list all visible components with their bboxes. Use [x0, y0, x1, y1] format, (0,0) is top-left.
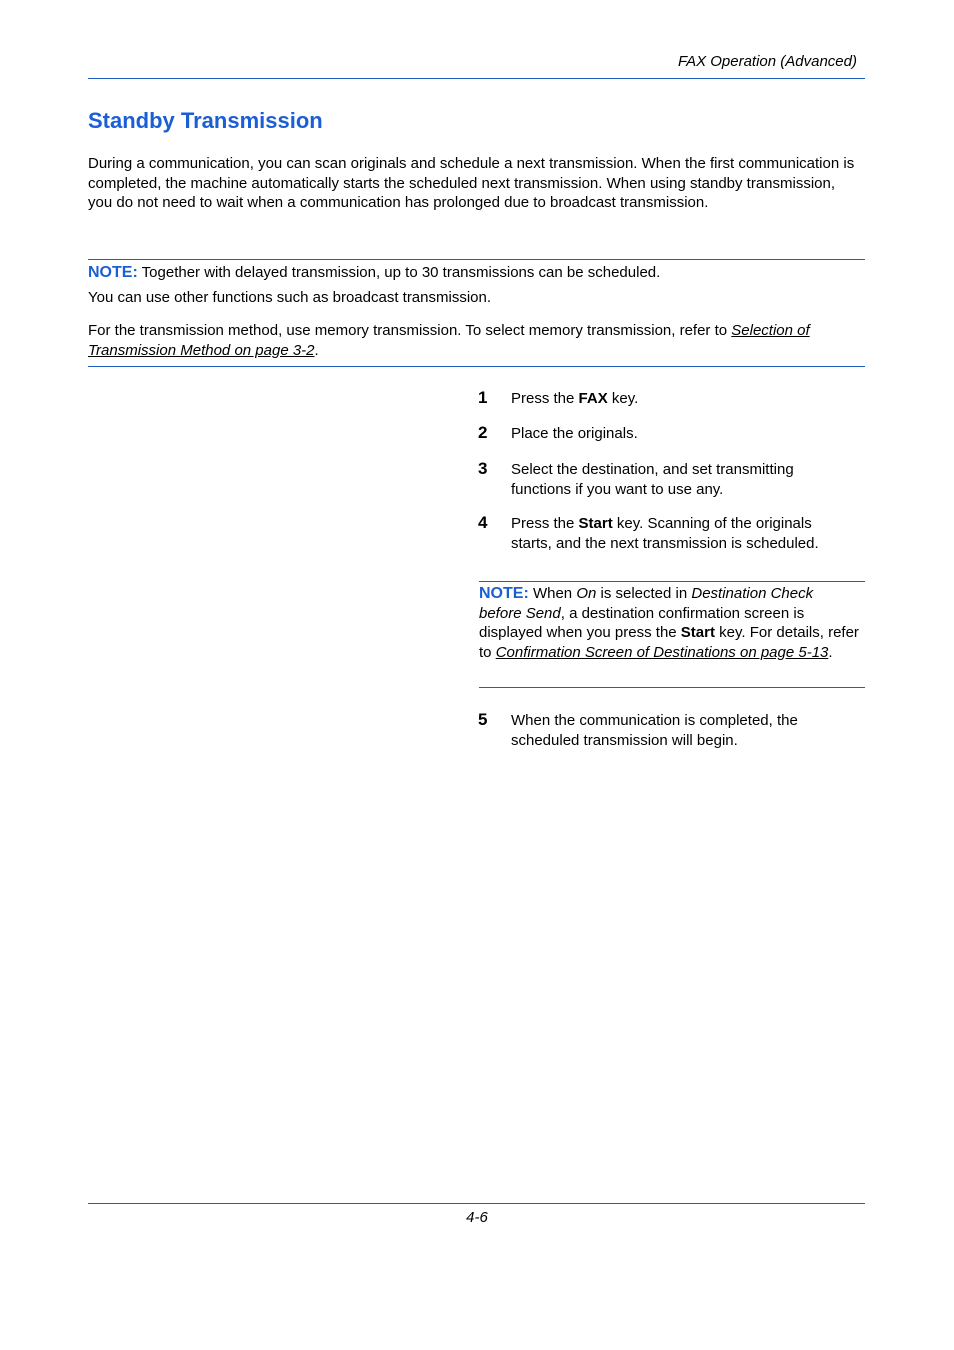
note2-on: On: [576, 585, 597, 602]
step-4-post: key. Scanning of the originals starts, and the next transmission is scheduled.: [511, 515, 819, 552]
note1-bottom-rule: [88, 366, 865, 367]
step-1-key: FAX: [578, 390, 608, 407]
note1-line3-end: .: [314, 341, 319, 359]
note2-t5: .: [828, 643, 833, 661]
step-2-text: Place the originals.: [511, 425, 638, 442]
header-rule: [88, 78, 865, 79]
step-1-post: key.: [607, 390, 639, 407]
note2-text: [479, 584, 859, 662]
note1-line2: You can use other functions such as broadcast transmission.: [88, 289, 492, 306]
note2-t1: When: [528, 585, 577, 602]
step-1-text: [511, 389, 856, 409]
step-4-pre: Press the: [511, 515, 579, 532]
footer-rule: [88, 1203, 865, 1204]
running-header: FAX Operation (Advanced): [678, 53, 857, 70]
note2-t2: is selected in: [596, 585, 692, 602]
confirmation-screen-link[interactable]: Confirmation Screen of Destinations on page 5-13: [495, 643, 829, 661]
step-4-text: [511, 514, 856, 553]
step-4-number: 4: [478, 513, 488, 532]
note1-top-rule: [88, 259, 865, 260]
page-number: 4-6: [466, 1209, 488, 1226]
step-3-text: Select the destination, and set transmitting functions if you want to use any.: [511, 461, 794, 498]
note2-setting-name: Destination Check before Send: [479, 585, 814, 622]
step-5-number: 5: [478, 710, 488, 729]
note1-line1: [88, 263, 863, 283]
note2-label: NOTE:: [479, 585, 529, 602]
note1-line3-text: For the transmission method, use memory transmission. To select memory transmission, refer to: [88, 322, 732, 339]
note2-start-key: Start: [680, 624, 715, 641]
note1-label: NOTE:: [88, 264, 138, 281]
intro-paragraph: During a communication, you can scan originals and schedule a next transmission. When the first communication is completed, the machine automatically starts the scheduled next transmission. When using standby transmission, you do not need to wait when a communication has prolonged due to broadcast transmission.: [88, 155, 855, 211]
step-1-pre: Press the: [511, 390, 579, 407]
step-3-number: 3: [478, 459, 488, 478]
step-5-text: When the communication is completed, the scheduled transmission will begin.: [511, 712, 798, 749]
note2-t4: key. For details, refer to: [479, 624, 859, 661]
step-2-number: 2: [478, 423, 488, 442]
note1-text: Together with delayed transmission, up to 30 transmissions can be scheduled.: [137, 264, 661, 281]
note2-t3: , a destination confirmation screen is displayed when you press the: [479, 604, 805, 641]
note2-bottom-rule: [479, 687, 865, 688]
step-4-key: Start: [578, 515, 613, 532]
step-1-number: 1: [478, 388, 488, 407]
section-title: Standby Transmission: [88, 108, 323, 133]
note1-line3: [88, 321, 863, 360]
note2-top-rule: [479, 581, 865, 582]
selection-method-link[interactable]: Selection of Transmission Method on page 3-2: [88, 322, 810, 359]
